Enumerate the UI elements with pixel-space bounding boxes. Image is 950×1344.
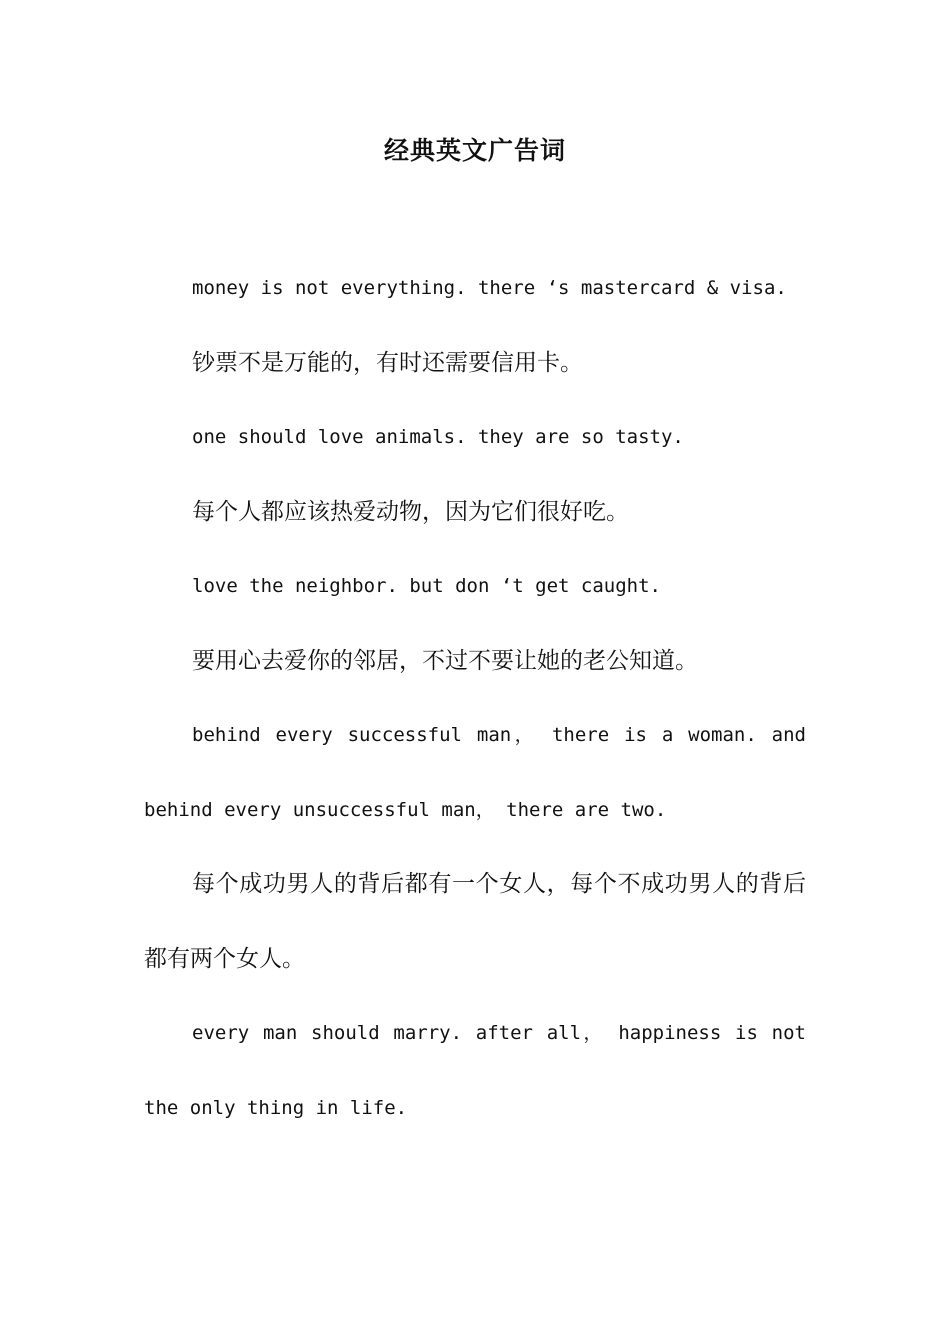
paragraph-en-1: money is not everything. there ‘s mastercard & visa. (192, 277, 787, 299)
document-body (144, 251, 806, 1145)
paragraph-en-5: every man should marry. after all， happiness is not the only thing in life. (144, 1022, 806, 1119)
paragraph-en-4: behind every successful man， there is a woman. and behind every unsuccessful man， there are two. (144, 724, 806, 821)
paragraph-cn-3: 要用心去爱你的邻居，不过不要让她的老公知道。 (192, 647, 698, 674)
paragraph-cn-2: 每个人都应该热爱动物，因为它们很好吃。 (192, 498, 629, 525)
paragraph-en-2: one should love animals. they are so tasty. (192, 426, 684, 448)
paragraph-cn-4: 每个成功男人的背后都有一个女人，每个不成功男人的背后都有两个女人。 (144, 871, 806, 972)
document-title: 经典英文广告词 (383, 136, 566, 165)
paragraph-cn-1: 钞票不是万能的，有时还需要信用卡。 (192, 349, 583, 376)
paragraph-en-3: love the neighbor. but don ‘t get caught. (192, 575, 661, 597)
